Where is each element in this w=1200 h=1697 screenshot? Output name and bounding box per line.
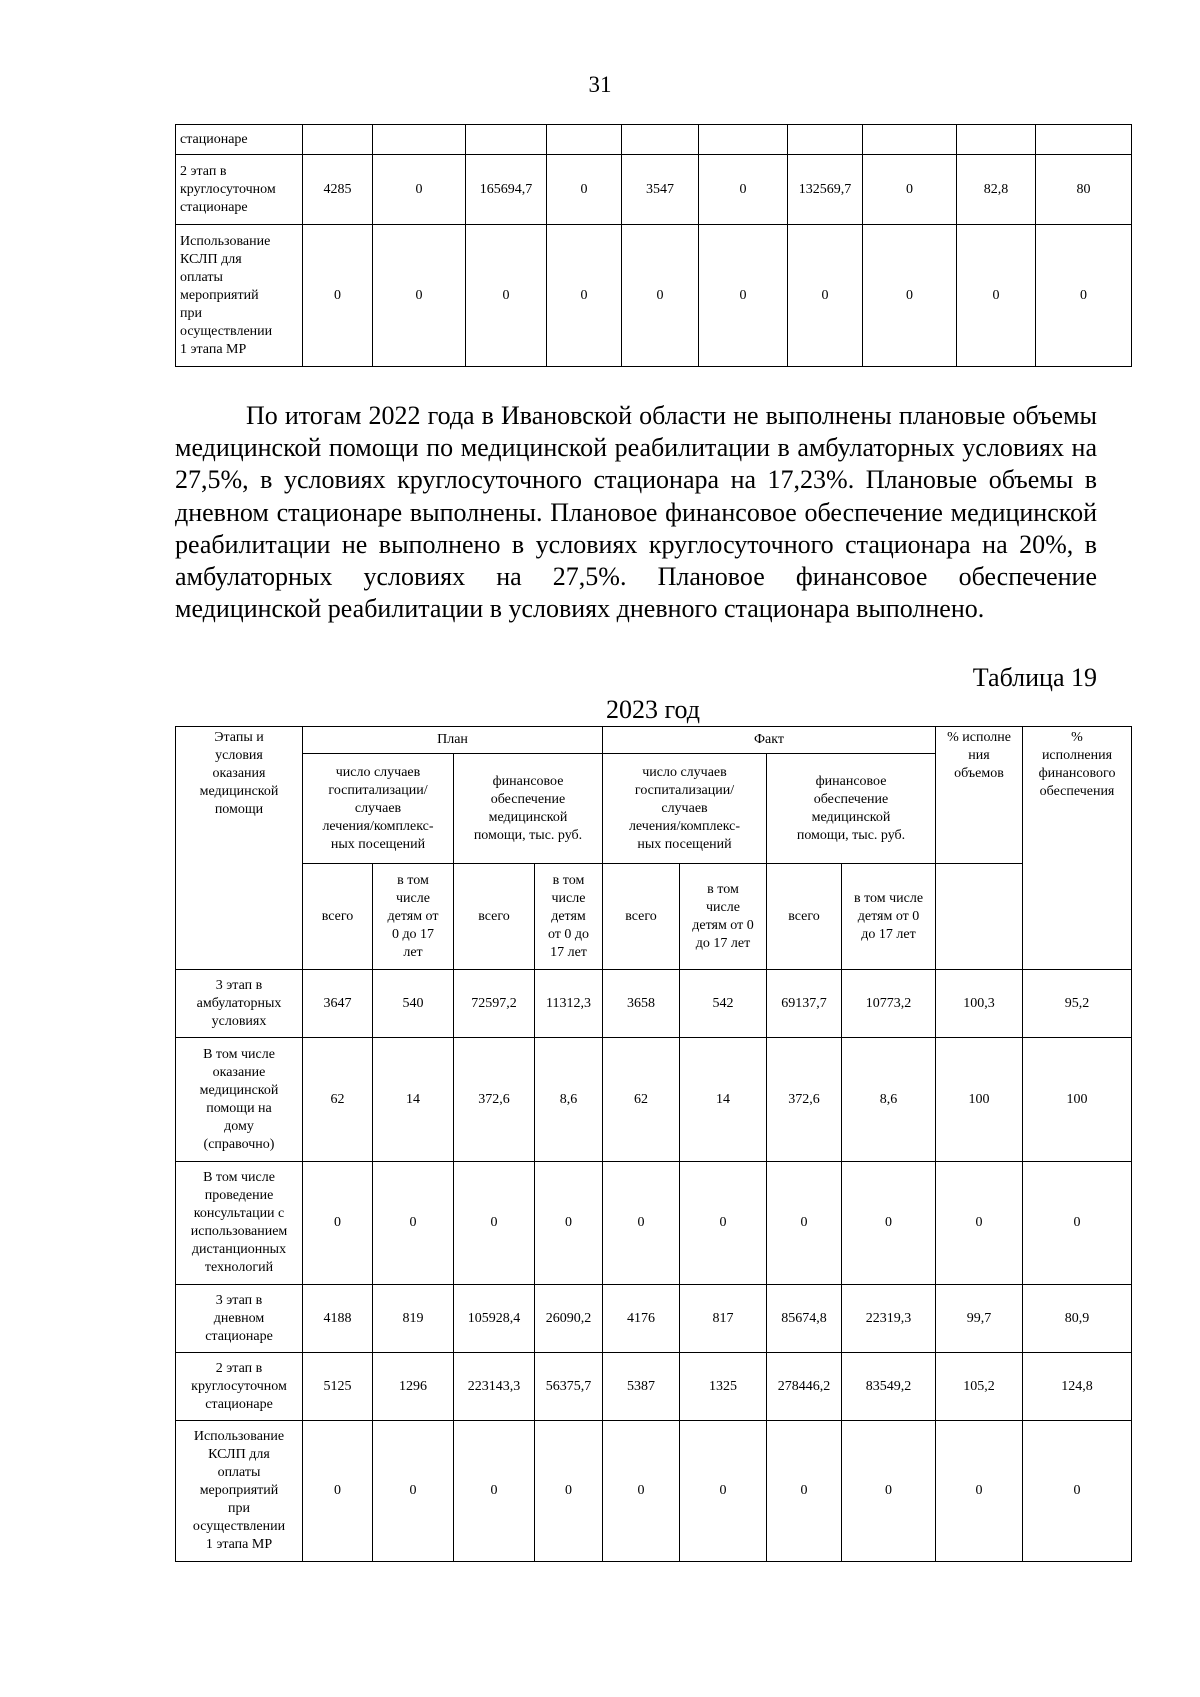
header-fact-cases: число случаев госпитализации/ случаев лечения/комплекс- ных посещений bbox=[603, 754, 767, 864]
table-cell: 14 bbox=[373, 1038, 454, 1162]
row-label: стационаре bbox=[176, 125, 303, 155]
header-fact: Факт bbox=[603, 727, 936, 754]
table-cell: 83549,2 bbox=[842, 1353, 936, 1421]
table-19 bbox=[175, 726, 1132, 1562]
table-cell: 8,6 bbox=[842, 1038, 936, 1162]
table-cell: 105,2 bbox=[936, 1353, 1023, 1421]
table-cell: 0 bbox=[1023, 1421, 1132, 1562]
table-cell: 11312,3 bbox=[535, 970, 603, 1038]
table-cell: 8,6 bbox=[535, 1038, 603, 1162]
table-cell: 0 bbox=[303, 1162, 373, 1285]
table-cell: 1296 bbox=[373, 1353, 454, 1421]
table-cell bbox=[547, 125, 622, 155]
table-cell: 819 bbox=[373, 1285, 454, 1353]
table-cell: 0 bbox=[936, 1162, 1023, 1285]
table-cell: 372,6 bbox=[767, 1038, 842, 1162]
table-cell: 4285 bbox=[303, 155, 373, 225]
table-cell: 0 bbox=[680, 1162, 767, 1285]
table-cell: 542 bbox=[680, 970, 767, 1038]
table-cell: 80 bbox=[1036, 155, 1132, 225]
table-cell: 817 bbox=[680, 1285, 767, 1353]
table-cell: 0 bbox=[535, 1162, 603, 1285]
page-number: 31 bbox=[588, 72, 612, 97]
table-cell: 0 bbox=[788, 225, 863, 367]
table-cell: 372,6 bbox=[454, 1038, 535, 1162]
table-cell: 0 bbox=[1036, 225, 1132, 367]
header-fact-cases-total: всего bbox=[603, 864, 680, 970]
table-cell: 100 bbox=[1023, 1038, 1132, 1162]
table-cell bbox=[863, 125, 957, 155]
table-cell: 1325 bbox=[680, 1353, 767, 1421]
table-cell: 0 bbox=[373, 225, 466, 367]
header-fact-finance-total: всего bbox=[767, 864, 842, 970]
table-cell: 0 bbox=[373, 1162, 454, 1285]
header-stages: Этапы и условия оказания медицинской помощи bbox=[176, 727, 303, 970]
table-cell: 4176 bbox=[603, 1285, 680, 1353]
table-cell bbox=[373, 125, 466, 155]
table-cell: 85674,8 bbox=[767, 1285, 842, 1353]
table-cell: 22319,3 bbox=[842, 1285, 936, 1353]
table-cell: 62 bbox=[303, 1038, 373, 1162]
header-plan: План bbox=[303, 727, 603, 754]
table-cell: 14 bbox=[680, 1038, 767, 1162]
table-cell bbox=[699, 125, 788, 155]
table-cell: 0 bbox=[466, 225, 547, 367]
header-plan-cases-total: всего bbox=[303, 864, 373, 970]
table-cell: 132569,7 bbox=[788, 155, 863, 225]
table-19-row bbox=[176, 1162, 1132, 1285]
row-label: В том числе проведение консультации с использованием дистанционных технологий bbox=[176, 1162, 303, 1285]
table-cell: 0 bbox=[603, 1162, 680, 1285]
table-cell: 4188 bbox=[303, 1285, 373, 1353]
top-table-row bbox=[176, 225, 1132, 367]
table-cell bbox=[788, 125, 863, 155]
table-cell: 0 bbox=[863, 225, 957, 367]
table-cell: 0 bbox=[863, 155, 957, 225]
table-cell: 0 bbox=[454, 1421, 535, 1562]
table-cell bbox=[1036, 125, 1132, 155]
row-label: Использование КСЛП для оплаты мероприятий при осуществлении 1 этапа МР bbox=[176, 1421, 303, 1562]
header-plan-cases-children: в том числе детям от 0 до 17 лет bbox=[373, 864, 454, 970]
table-cell: 540 bbox=[373, 970, 454, 1038]
header-plan-finance: финансовое обеспечение медицинской помощи, тыс. руб. bbox=[454, 754, 603, 864]
summary-paragraph: По итогам 2022 года в Ивановской области не выполнены плановые объемы медицинской помощи по медицинской реабилитации в амбулаторных условиях на 27,5%, в условиях круглосуточного стационара на 17,23%. Плановые объемы в дневном стационаре выполнены. Плановое финансовое обеспечение медицинской реабилитации не выполнено в условиях круглосуточного стационара на 20%, в амбулаторных условиях на 27,5%. Плановое финансовое обеспечение медицинской реабилитации в условиях дневного стационара выполнено. bbox=[175, 401, 1097, 624]
table-cell: 0 bbox=[547, 225, 622, 367]
header-pct-volume-empty bbox=[936, 864, 1023, 970]
table-year: 2023 год bbox=[606, 695, 700, 724]
table-cell: 3647 bbox=[303, 970, 373, 1038]
table-cell: 3658 bbox=[603, 970, 680, 1038]
table-cell: 0 bbox=[699, 225, 788, 367]
table-cell: 99,7 bbox=[936, 1285, 1023, 1353]
table-cell: 0 bbox=[936, 1421, 1023, 1562]
top-table-row bbox=[176, 125, 1132, 155]
table-19-row bbox=[176, 1285, 1132, 1353]
top-table bbox=[175, 124, 1132, 367]
table-cell: 124,8 bbox=[1023, 1353, 1132, 1421]
table-cell: 0 bbox=[603, 1421, 680, 1562]
row-label: В том числе оказание медицинской помощи на дому (справочно) bbox=[176, 1038, 303, 1162]
row-label: 2 этап в круглосуточном стационаре bbox=[176, 155, 303, 225]
table-cell: 0 bbox=[767, 1421, 842, 1562]
table-cell: 0 bbox=[842, 1421, 936, 1562]
top-table-row bbox=[176, 155, 1132, 225]
table-cell: 56375,7 bbox=[535, 1353, 603, 1421]
row-label: 3 этап в амбулаторных условиях bbox=[176, 970, 303, 1038]
table-cell bbox=[957, 125, 1036, 155]
table-cell: 0 bbox=[535, 1421, 603, 1562]
table-cell: 0 bbox=[680, 1421, 767, 1562]
table-cell: 100 bbox=[936, 1038, 1023, 1162]
table-caption: Таблица 19 bbox=[972, 663, 1097, 692]
table-cell: 0 bbox=[842, 1162, 936, 1285]
header-pct-volume: % исполне ния объемов bbox=[936, 727, 1023, 864]
table-cell: 0 bbox=[699, 155, 788, 225]
table-cell: 62 bbox=[603, 1038, 680, 1162]
table-19-row bbox=[176, 1353, 1132, 1421]
table-19-row bbox=[176, 1038, 1132, 1162]
table-cell: 0 bbox=[957, 225, 1036, 367]
header-plan-finance-children: в том числе детям от 0 до 17 лет bbox=[535, 864, 603, 970]
table-cell: 0 bbox=[373, 155, 466, 225]
row-label: 3 этап в дневном стационаре bbox=[176, 1285, 303, 1353]
table-cell: 10773,2 bbox=[842, 970, 936, 1038]
table-cell: 82,8 bbox=[957, 155, 1036, 225]
table-cell: 72597,2 bbox=[454, 970, 535, 1038]
table-cell: 5125 bbox=[303, 1353, 373, 1421]
table-cell bbox=[622, 125, 699, 155]
header-plan-finance-total: всего bbox=[454, 864, 535, 970]
table-cell: 80,9 bbox=[1023, 1285, 1132, 1353]
table-cell: 165694,7 bbox=[466, 155, 547, 225]
table-cell: 0 bbox=[303, 225, 373, 367]
header-pct-finance: % исполнения финансового обеспечения bbox=[1023, 727, 1132, 970]
table-cell: 26090,2 bbox=[535, 1285, 603, 1353]
header-fact-finance: финансовое обеспечение медицинской помощи, тыс. руб. bbox=[767, 754, 936, 864]
table-cell: 278446,2 bbox=[767, 1353, 842, 1421]
table-19-row bbox=[176, 970, 1132, 1038]
table-cell: 0 bbox=[547, 155, 622, 225]
table-cell: 0 bbox=[622, 225, 699, 367]
table-cell: 0 bbox=[454, 1162, 535, 1285]
table-cell: 5387 bbox=[603, 1353, 680, 1421]
row-label: Использование КСЛП для оплаты мероприятий при осуществлении 1 этапа МР bbox=[176, 225, 303, 367]
table-cell: 0 bbox=[303, 1421, 373, 1562]
header-fact-finance-children: в том числе детям от 0 до 17 лет bbox=[842, 864, 936, 970]
header-plan-cases: число случаев госпитализации/ случаев лечения/комплекс- ных посещений bbox=[303, 754, 454, 864]
table-19-row bbox=[176, 1421, 1132, 1562]
table-cell: 0 bbox=[373, 1421, 454, 1562]
table-cell bbox=[303, 125, 373, 155]
table-cell: 0 bbox=[1023, 1162, 1132, 1285]
table-cell: 69137,7 bbox=[767, 970, 842, 1038]
table-cell: 0 bbox=[767, 1162, 842, 1285]
table-cell bbox=[466, 125, 547, 155]
table-cell: 3547 bbox=[622, 155, 699, 225]
header-fact-cases-children: в том числе детям от 0 до 17 лет bbox=[680, 864, 767, 970]
row-label: 2 этап в круглосуточном стационаре bbox=[176, 1353, 303, 1421]
table-cell: 95,2 bbox=[1023, 970, 1132, 1038]
table-cell: 100,3 bbox=[936, 970, 1023, 1038]
table-cell: 223143,3 bbox=[454, 1353, 535, 1421]
table-cell: 105928,4 bbox=[454, 1285, 535, 1353]
